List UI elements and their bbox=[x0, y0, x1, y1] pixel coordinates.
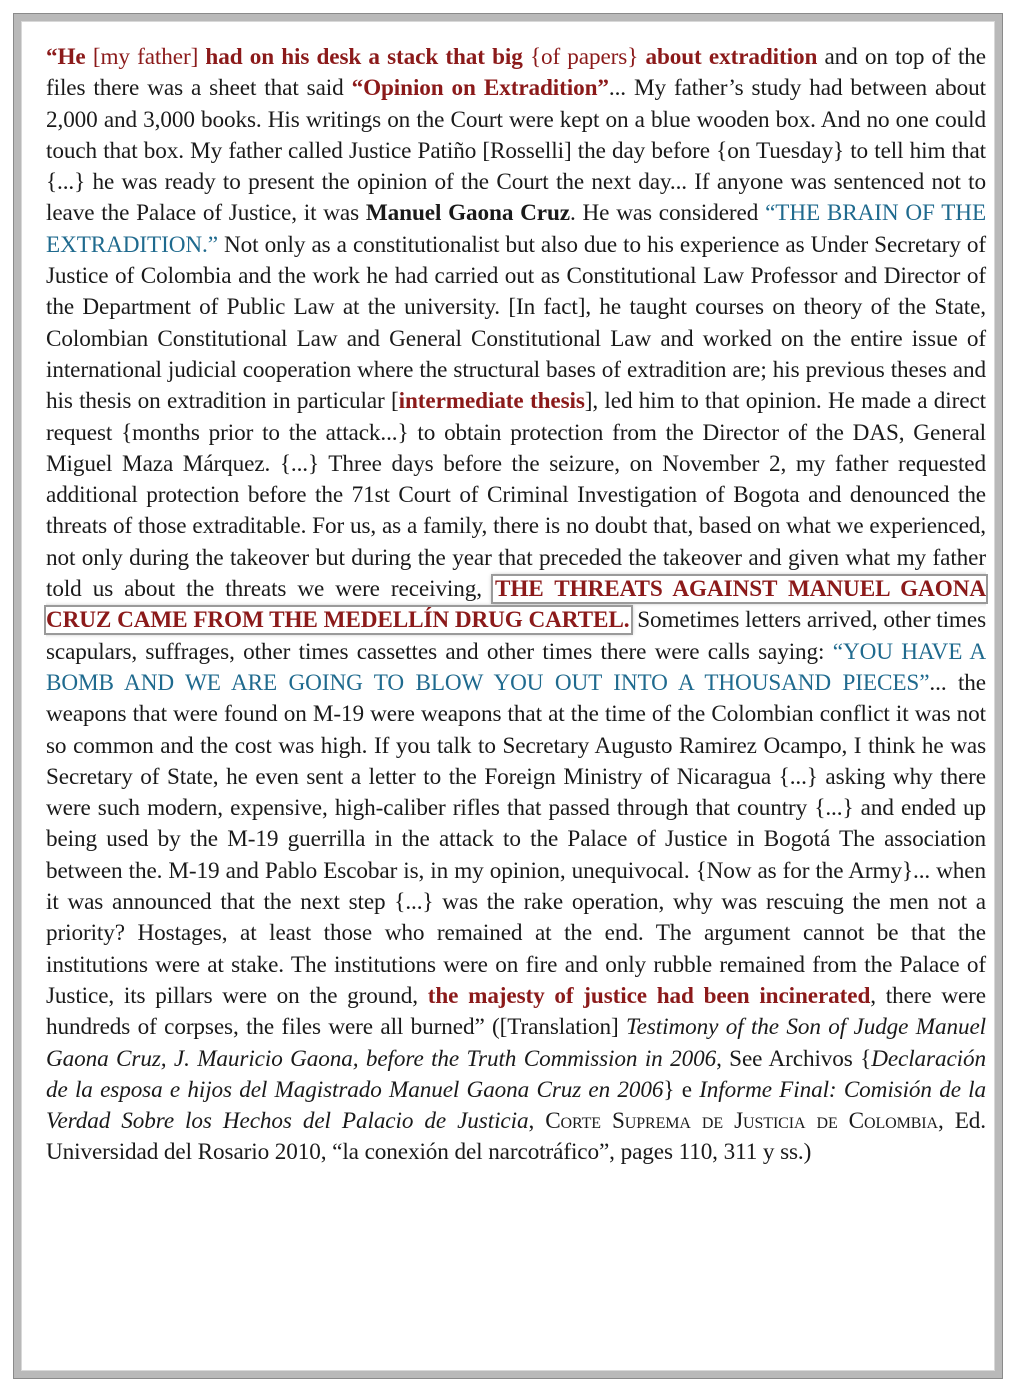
citation-italic: Informe Final: Comisión de la Verdad Sobre los Hechos del Palacio de Justicia bbox=[46, 1076, 987, 1135]
body-text: ], led him to that opinion. He made a direct request {months prior to the attack...} to obtain protection from the Director of the DAS, General Miguel Maza Márquez. {...} Three days before the seizure, on November 2, my father requested additional protection before the 71st Court of Criminal Investigation of Bogota and denounced the threats of those extraditable. For us, as a family, there is no doubt that, based on what we experienced, not only during the takeover but during the year that preceded the takeover and given what my father told us about the threats we were receiving, bbox=[46, 388, 986, 603]
emphasis-red: “Opinion on Extradition” bbox=[351, 75, 609, 102]
emphasis-red: the majesty of justice had been incinerated bbox=[427, 982, 871, 1009]
emphasis-blue: “THE BRAIN OF THE EXTRADITION.” bbox=[46, 200, 987, 258]
body-text: , Ed. Universidad del Rosario 2010, “la conexión del narcotráfico”, pages 110, 311 y ss.) bbox=[46, 1108, 986, 1166]
body-text: ... My father’s study had between about 2,000 and 3,000 books. His writings on the Court were kept on a blue wooden box. And no one could touch that box. My father called Justice Patiño [Rosselli] the day before {on Tuesday} to tell him that {...} he was ready to present the opinion of the Court the next day... If anyone was sentenced not to leave the Palace of Justice, it was bbox=[46, 75, 986, 227]
body-text: ... the weapons that were found on M-19 were weapons that at the time of the Colombian conflict it was not so common and the cost was high. If you talk to Secretary Augusto Ramirez Ocampo, I think he was Secretary of State, he even sent a letter to the Foreign Ministry of Nicaragua {...} asking why there were such modern, expensive, high-caliber rifles that passed through that country {...} and ended up being used by the M-19 guerrilla in the attack to the Palace of Justice in Bogotá The association between the. M-19 and Pablo Escobar is, in my opinion, unequivocal. {Now as for the Army}... when it was announced that the next step {...} was the rake operation, why was rescuing the men not a priority? Hostages, at least those who remained at the end. The argument cannot be that the institutions were at stake. The institutions were on fire and only rubble remained from the Palace of Justice, its pillars were on the ground, bbox=[46, 669, 986, 1009]
body-text: Sometimes letters arrived, other times scapulars, suffrages, other times cassettes and other times there were calls saying: bbox=[46, 607, 986, 665]
body-text: . He was considered bbox=[570, 200, 766, 227]
body-text: , See Archivos { bbox=[716, 1045, 872, 1072]
citation-smallcaps: Corte Suprema de Justicia de Colombia bbox=[545, 1108, 938, 1135]
body-text: , there were hundreds of corpses, the files were all burned” ([Translation] bbox=[46, 982, 986, 1041]
emphasis-red: “He bbox=[46, 44, 86, 70]
body-text: , bbox=[528, 1108, 546, 1135]
body-text: and on top of the files there was a sheet that said bbox=[46, 44, 986, 102]
body-text: Not only as a constitutionalist but also due to his experience as Under Secretary of Justice of Colombia and the work he had carried out as Constitutional Law Professor and Director of the Department of Public Law at the university. [In fact], he taught courses on theory of the State, Colombian Constitutional Law and General Constitutional Law and worked on the entire issue of international judicial cooperation where the structural bases of extradition are; his previous theses and his thesis on extradition in particular [ bbox=[46, 231, 986, 415]
name-bold: Manuel Gaona Cruz bbox=[365, 200, 570, 227]
emphasis-blue: “YOU HAVE A BOMB AND WE ARE GOING TO BLOW YOU OUT INTO A THOUSAND PIECES” bbox=[46, 638, 987, 696]
emphasis-red: intermediate thesis bbox=[398, 388, 585, 415]
citation-italic: Declaración de la esposa e hijos del Magistrado Manuel Gaona Cruz en 2006 bbox=[46, 1045, 986, 1103]
highlighted-statement: THE THREATS AGAINST MANUEL GAONA CRUZ CAME FROM THE MEDELLÍN DRUG CARTEL. bbox=[46, 576, 986, 634]
emphasis-red: about extradition bbox=[645, 44, 818, 70]
testimony-paragraph bbox=[46, 42, 986, 1169]
body-text: } e bbox=[663, 1076, 700, 1103]
bracket-note: {of papers} bbox=[522, 44, 646, 70]
citation-italic: Testimony of the Son of Judge Manuel Gaona Cruz, J. Mauricio Gaona, before the Truth Commission in 2006 bbox=[46, 1014, 987, 1072]
bracket-note: [my father] bbox=[85, 44, 206, 70]
emphasis-red: had on his desk a stack that big bbox=[205, 44, 523, 70]
